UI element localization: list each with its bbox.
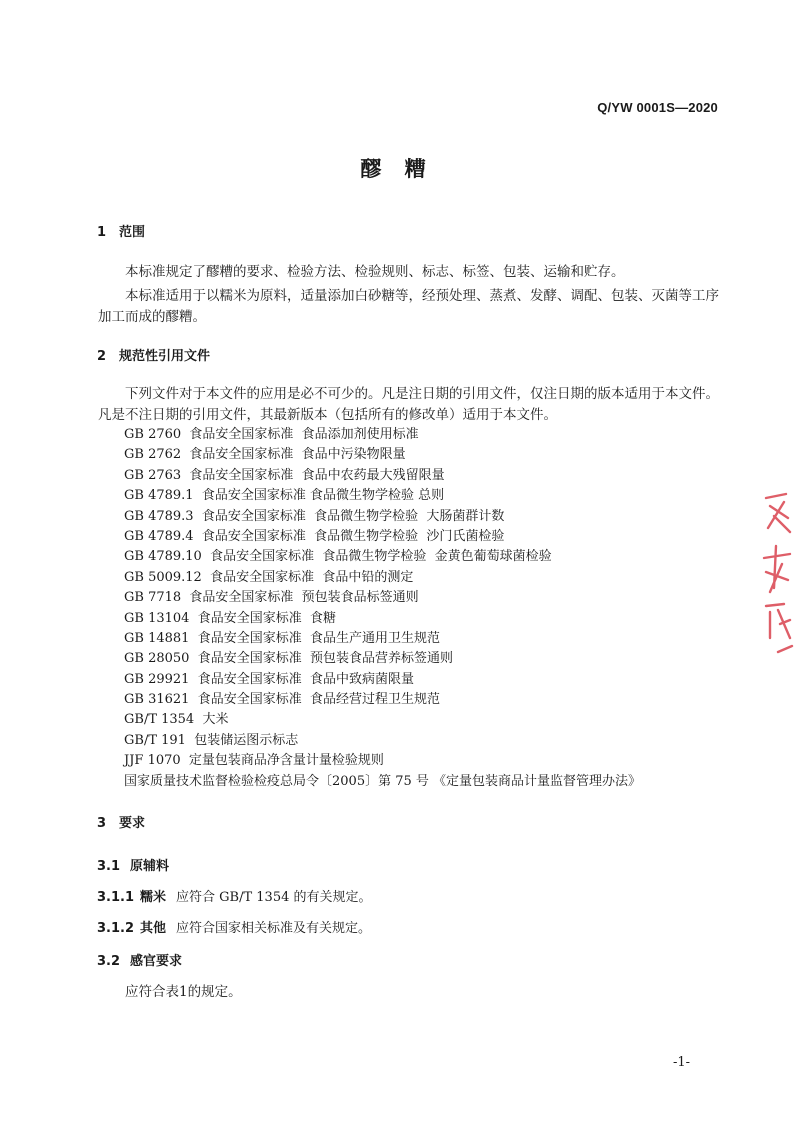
clause-3-1-1 bbox=[97, 886, 372, 905]
scope-paragraph-1: 本标准规定了醪糟的要求、检验方法、检验规则、标志、标签、包装、运输和贮存。 bbox=[125, 264, 625, 280]
clause-3-1-2 bbox=[97, 917, 371, 936]
scope-paragraph-2: 本标准适用于以糯米为原料，适量添加白砂糖等，经预处理、蒸煮、发酵、调配、包装、灭菌等工序加工而成的醪糟。 bbox=[98, 288, 719, 325]
clause-text: 应符合国家相关标准及有关规定。 bbox=[176, 921, 372, 936]
subsection-3-1-heading bbox=[97, 855, 169, 874]
clause-title: 糯米 bbox=[140, 890, 167, 905]
clause-number: 3.1.2 bbox=[97, 921, 135, 936]
section-number: 2 bbox=[97, 349, 107, 364]
seal-stamp-fragment bbox=[756, 488, 794, 658]
subsection-number: 3.2 bbox=[97, 954, 121, 969]
reference-item: GB 4789.10 食品安全国家标准 食品微生物学检验 金黄色葡萄球菌检验 bbox=[124, 549, 552, 565]
sensory-requirement-text: 应符合表1的规定。 bbox=[125, 984, 242, 1000]
clause-number: 3.1.1 bbox=[97, 890, 135, 905]
reference-item: GB/T 191 包装储运图示标志 bbox=[124, 732, 299, 748]
document-title: 醪 糟 bbox=[360, 157, 434, 181]
reference-item: GB 4789.1 食品安全国家标准 食品微生物学检验 总则 bbox=[124, 488, 445, 504]
reference-list bbox=[124, 425, 641, 792]
reference-item: GB 7718 食品安全国家标准 预包装食品标签通则 bbox=[124, 590, 419, 606]
subsection-title: 原辅料 bbox=[130, 859, 170, 874]
reference-item: GB 13104 食品安全国家标准 食糖 bbox=[124, 610, 336, 626]
references-intro: 下列文件对于本文件的应用是必不可少的。凡是注日期的引用文件，仅注日期的版本适用于本文件。凡是不注日期的引用文件，其最新版本（包括所有的修改单）适用于本文件。 bbox=[98, 386, 719, 423]
section-title: 范围 bbox=[119, 225, 146, 240]
reference-item: GB/T 1354 大米 bbox=[124, 712, 229, 728]
reference-item: GB 29921 食品安全国家标准 食品中致病菌限量 bbox=[124, 671, 414, 687]
reference-item: 国家质量技术监督检验检疫总局令〔2005〕第 75 号 《定量包装商品计量监督管理办法》 bbox=[124, 773, 642, 789]
section-3-heading bbox=[97, 812, 145, 831]
subsection-title: 感官要求 bbox=[130, 954, 183, 969]
subsection-3-2-heading bbox=[97, 950, 182, 969]
section-number: 1 bbox=[97, 225, 107, 240]
section-title: 要求 bbox=[119, 816, 146, 831]
clause-text: 应符合 GB/T 1354 的有关规定。 bbox=[176, 890, 372, 905]
reference-item: GB 4789.4 食品安全国家标准 食品微生物学检验 沙门氏菌检验 bbox=[124, 528, 505, 544]
reference-item: GB 2762 食品安全国家标准 食品中污染物限量 bbox=[124, 447, 406, 463]
section-number: 3 bbox=[97, 816, 107, 831]
reference-item: GB 14881 食品安全国家标准 食品生产通用卫生规范 bbox=[124, 630, 440, 646]
section-1-heading bbox=[97, 221, 145, 240]
page-number: -1- bbox=[673, 1055, 691, 1070]
clause-title: 其他 bbox=[140, 921, 167, 936]
standard-code: Q/YW 0001S—2020 bbox=[597, 100, 718, 115]
reference-item: GB 2760 食品安全国家标准 食品添加剂使用标准 bbox=[124, 427, 419, 442]
reference-item: GB 4789.3 食品安全国家标准 食品微生物学检验 大肠菌群计数 bbox=[124, 508, 505, 524]
reference-item: GB 31621 食品安全国家标准 食品经营过程卫生规范 bbox=[124, 692, 440, 708]
section-2-heading bbox=[97, 345, 210, 364]
subsection-number: 3.1 bbox=[97, 859, 121, 874]
reference-item: GB 5009.12 食品安全国家标准 食品中铅的测定 bbox=[124, 569, 414, 585]
reference-item: GB 2763 食品安全国家标准 食品中农药最大残留限量 bbox=[124, 467, 445, 483]
section-title: 规范性引用文件 bbox=[119, 349, 211, 364]
reference-item: JJF 1070 定量包装商品净含量计量检验规则 bbox=[124, 753, 384, 769]
reference-item: GB 28050 食品安全国家标准 预包装食品营养标签通则 bbox=[124, 651, 453, 667]
